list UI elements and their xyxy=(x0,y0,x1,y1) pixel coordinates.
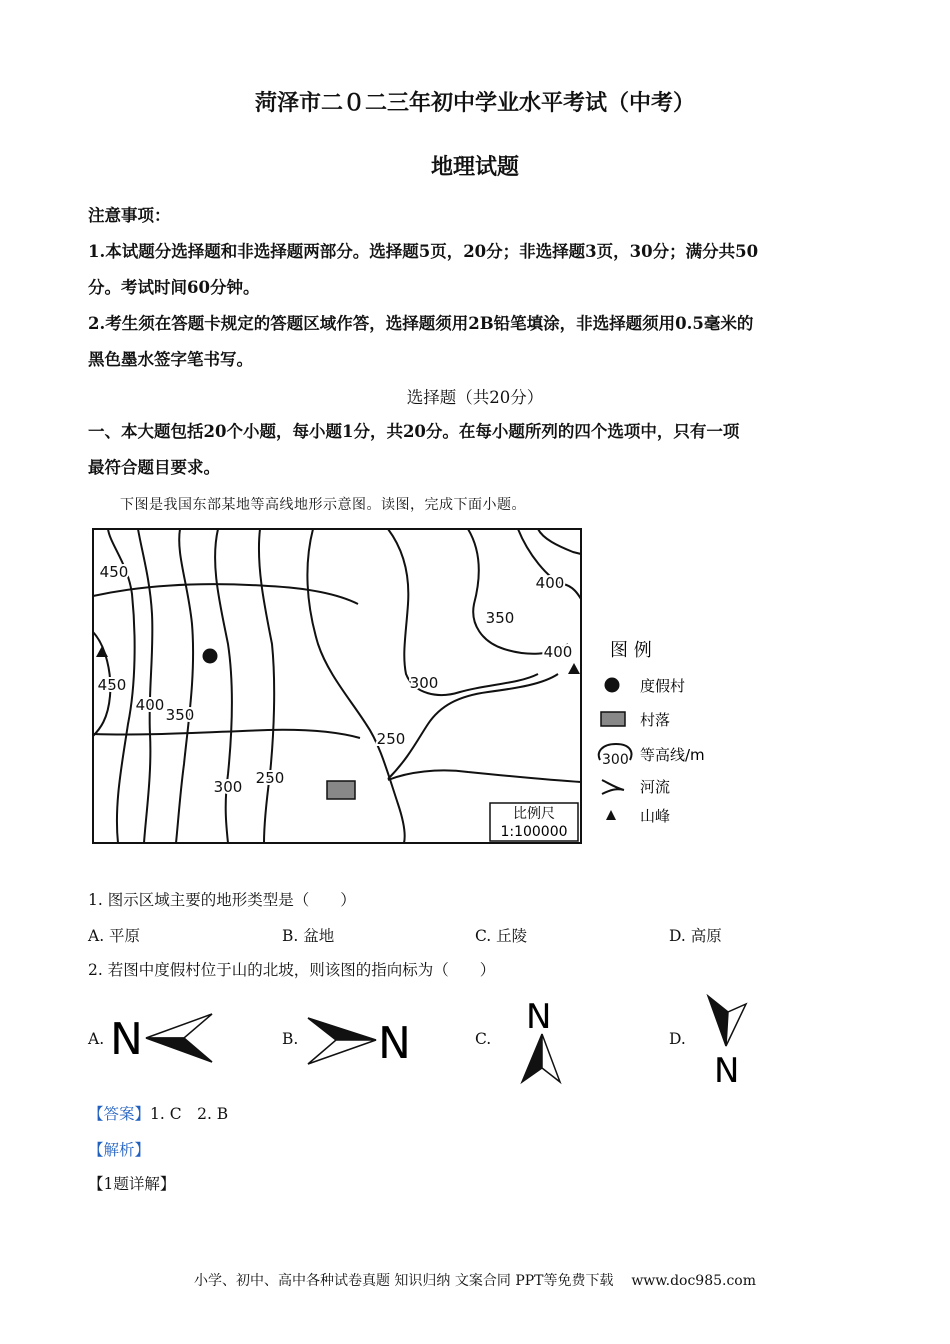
q2-option-a[interactable]: A. xyxy=(88,1030,105,1048)
compass-c-icon[interactable] xyxy=(516,996,572,1086)
q2-option-b[interactable]: B. xyxy=(282,1030,299,1048)
legend-label: 等高线/m xyxy=(640,746,705,764)
legend-label: 度假村 xyxy=(640,677,686,695)
peak-triangle-icon xyxy=(96,646,108,657)
legend-label: 河流 xyxy=(640,778,671,796)
q1-option-d[interactable]: D. 高原 xyxy=(669,927,722,945)
scale-value: 1:100000 xyxy=(500,824,568,840)
contour-label: 300 xyxy=(213,778,243,796)
legend-title: 图 例 xyxy=(610,640,652,661)
peak-triangle-icon xyxy=(606,810,616,820)
compass-a-icon[interactable] xyxy=(108,1010,218,1066)
contour-label: 350 xyxy=(165,706,195,724)
contour-label: 450 xyxy=(97,676,127,694)
q1-option-c[interactable]: C. 丘陵 xyxy=(475,927,528,945)
svg-text:N: N xyxy=(378,1018,411,1068)
q2-stem: 2. 若图中度假村位于山的北坡，则该图的指向标为（ ） xyxy=(88,961,496,979)
exam-title: 菏泽市二０二三年初中学业水平考试（中考） xyxy=(254,90,695,116)
contour-label: 400 xyxy=(135,696,165,714)
notice-item2-line2: 黑色墨水签字笔书写。 xyxy=(88,350,253,369)
answer-line xyxy=(88,1102,228,1124)
village-rect-icon xyxy=(327,781,355,799)
contour-label: 250 xyxy=(255,769,285,787)
q1-option-a[interactable]: A. 平原 xyxy=(88,927,141,945)
notice-item1-line2: 分。考试时间60分钟。 xyxy=(88,278,260,297)
svg-text:N: N xyxy=(714,1051,740,1086)
legend-label: 村落 xyxy=(640,711,671,729)
answer-label: 【答案】 xyxy=(88,1105,151,1123)
contour-map xyxy=(88,524,588,848)
section-instruction-line2: 最符合题目要求。 xyxy=(88,458,220,477)
contour-label: 250 xyxy=(376,730,406,748)
svg-text:N: N xyxy=(526,997,552,1037)
answer-text: 1. C 2. B xyxy=(150,1105,229,1123)
q2-option-c[interactable]: C. xyxy=(475,1030,492,1048)
village-rect-icon xyxy=(601,712,625,726)
compass-d-icon[interactable] xyxy=(704,994,760,1086)
river-icon xyxy=(602,780,624,794)
q1-stem: 1. 图示区域主要的地形类型是（ ） xyxy=(88,891,356,909)
section-instruction-line1: 一、本大题包括20个小题，每小题1分，共20分。在每小题所列的四个选项中，只有一项 xyxy=(88,422,740,441)
svg-text:N: N xyxy=(110,1014,143,1065)
legend-label: 山峰 xyxy=(640,807,671,825)
contour-label: 400 xyxy=(535,574,565,592)
contour-label: 450 xyxy=(99,563,129,581)
footer-text: 小学、初中、高中各种试卷真题 知识归纳 文案合同 PPT等免费下载 xyxy=(193,1273,614,1289)
notice-heading: 注意事项： xyxy=(88,206,171,225)
resort-dot-icon xyxy=(605,678,620,693)
scale-label: 比例尺 xyxy=(513,806,555,822)
resort-dot-icon xyxy=(203,649,218,664)
analysis-label: 【解析】 xyxy=(88,1141,151,1159)
subject-title: 地理试题 xyxy=(430,154,519,180)
contour-label: 350 xyxy=(485,609,515,627)
q2-option-d[interactable]: D. xyxy=(669,1030,686,1048)
footer xyxy=(0,1270,950,1290)
compass-b-icon[interactable] xyxy=(304,1012,414,1068)
map-intro: 下图是我国东部某地等高线地形示意图。读图，完成下面小题。 xyxy=(120,497,526,513)
map-legend xyxy=(596,634,716,830)
legend-contour-sample: 300 xyxy=(602,752,629,768)
footer-url[interactable]: www.doc985.com xyxy=(631,1273,757,1289)
q1-option-b[interactable]: B. 盆地 xyxy=(282,927,335,945)
peak-triangle-icon xyxy=(568,663,580,674)
notice-item2-line1: 2.考生须在答题卡规定的答题区域作答，选择题须用2B铅笔填涂，非选择题须用0.5毫米的 xyxy=(88,314,754,333)
contour-label: 300 xyxy=(409,674,439,692)
detail-label: 【1题详解】 xyxy=(88,1175,176,1193)
section-heading: 选择题（共20分） xyxy=(406,388,544,407)
contour-label: 400 xyxy=(543,643,573,661)
notice-item1-line1: 1.本试题分选择题和非选择题两部分。选择题5页，20分；非选择题3页，30分；满分共50 xyxy=(88,242,759,261)
